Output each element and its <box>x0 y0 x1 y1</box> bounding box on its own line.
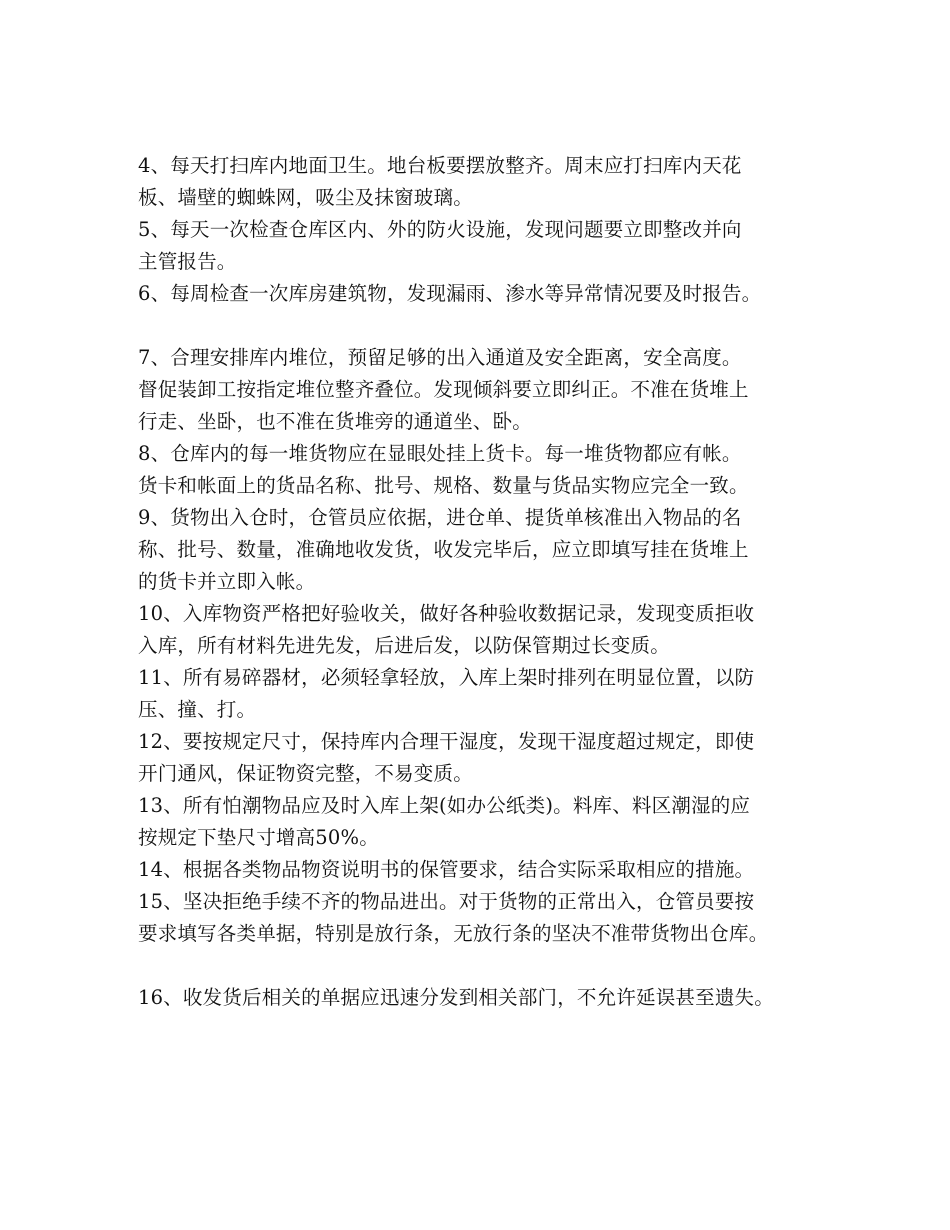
rule-item-7: 7、合理安排库内堆位，预留足够的出入通道及安全距离，安全高度。 督促装卸工按指定堆位整齐叠位。发现倾斜要立即纠正。不准在货堆上 行走、坐卧，也不准在货堆旁的通道坐、卧。 <box>138 346 749 433</box>
paragraph-gap <box>138 950 838 982</box>
rule-item-10: 10、入库物资严格把好验收关，做好各种验收数据记录，发现变质拒收 入库，所有材料先进先发，后进后发，以防保管期过长变质。 <box>138 602 755 657</box>
rule-item-9: 9、货物出入仓时，仓管员应依据，进仓单、提货单核准出入物品的名 称、批号、数量，准确地收发货，收发完毕后，应立即填写挂在货堆上 的货卡并立即入帐。 <box>138 506 749 593</box>
rule-item-8: 8、仓库内的每一堆货物应在显眼处挂上货卡。每一堆货物都应有帐。 货卡和帐面上的货品名称、批号、规格、数量与货品实物应完全一致。 <box>138 442 749 497</box>
rule-item-11: 11、所有易碎器材，必须轻拿轻放，入库上架时排列在明显位置，以防 压、撞、打。 <box>138 666 755 721</box>
rule-item-13: 13、所有怕潮物品应及时入库上架(如办公纸类)。料库、料区潮湿的应 按规定下垫尺寸增高50%。 <box>138 794 751 849</box>
rule-item-5: 5、每天一次检查仓库区内、外的防火设施，发现问题要立即整改并向 主管报告。 <box>138 218 742 273</box>
document-body <box>138 150 838 1014</box>
rule-item-12: 12、要按规定尺寸，保持库内合理干湿度，发现干湿度超过规定，即使 开门通风，保证物资完整，不易变质。 <box>138 730 755 785</box>
paragraph-gap <box>138 310 838 342</box>
rule-item-16: 16、收发货后相关的单据应迅速分发到相关部门，不允许延误甚至遗失。 <box>138 986 774 1009</box>
rule-item-14: 14、根据各类物品物资说明书的保管要求，结合实际采取相应的措施。 <box>138 858 755 881</box>
rule-item-4: 4、每天打扫库内地面卫生。地台板要摆放整齐。周末应打扫库内天花 板、墙壁的蜘蛛网，吸尘及抹窗玻璃。 <box>138 154 742 209</box>
rule-item-15: 15、坚决拒绝手续不齐的物品进出。对于货物的正常出入，仓管员要按 要求填写各类单据，特别是放行条，无放行条的坚决不准带货物出仓库。 <box>138 890 769 945</box>
rule-item-6: 6、每周检查一次库房建筑物，发现漏雨、渗水等异常情况要及时报告。 <box>138 282 762 305</box>
